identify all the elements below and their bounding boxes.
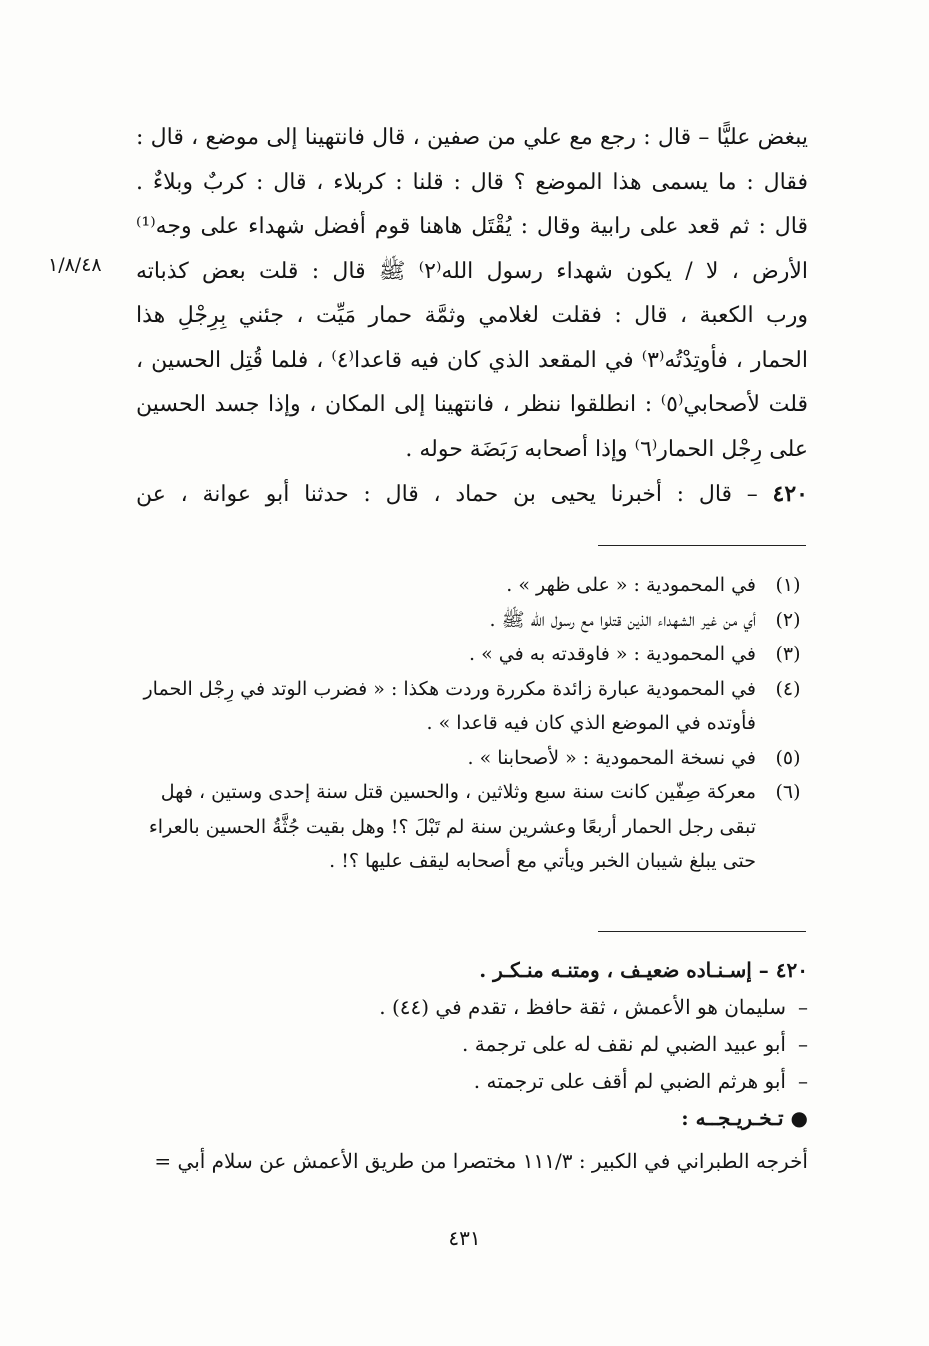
takhrij-title: – إسـنـاده ضعيـف ، ومتنـه منـكـر . — [479, 958, 769, 982]
main-line: الأرض ، لا / يكون شهداء رسول الله⁽٢⁾ ﷺ قال : قلت بعض كذباته — [136, 258, 808, 284]
takhrij-heading: تـخـريـجــه : — [681, 1106, 784, 1130]
footnote — [136, 637, 808, 672]
footnote-number: (٤) — [775, 677, 801, 700]
footnote-text: في المحمودية عبارة زائدة مكررة وردت هكذا : « فضرب الوتد في رِجْل الحمار فأوتده في الموضع الذي كان فيه قاعدا » . — [143, 677, 756, 734]
main-line: قال : ثم قعد على رابية وقال : يُقْتَل هاهنا قوم أفضل شهداء على وجه⁽¹⁾ — [136, 214, 808, 239]
takhrij-item: –سليمان هو الأعمش ، ثقة حافظ ، تقدم في (٤٤) . — [379, 995, 808, 1019]
footnote-text: في نسخة المحمودية : « لأصحابنا » . — [467, 746, 756, 769]
footnote-number: (٦) — [775, 781, 801, 803]
footnote-number: (١) — [775, 574, 801, 596]
hadith-text: – قال : أخبرنا يحيى بن حماد ، قال : حدثنا أبو عوانة ، عن — [136, 482, 758, 507]
footnotes — [136, 568, 808, 879]
footnote-separator — [598, 545, 806, 546]
takhrij-number: ٤٢٠ — [775, 958, 808, 982]
footnote-text: في المحمودية : « على ظهر » . — [506, 574, 756, 596]
main-text — [136, 116, 808, 518]
takhrij-item: –أبو هرثم الضبي لم أقف على ترجمته . — [473, 1069, 808, 1093]
takhrij-source: أخرجه الطبراني في الكبير : ١١١/٣ مختصرا من طريق الأعمش عن سلام أبي = — [154, 1149, 808, 1173]
footnote-number: (٢) — [775, 608, 801, 631]
main-line: قلت لأصحابي⁽٥⁾ : انطلقوا ننظر ، فانتهينا إلى المكان ، وإذا جسد الحسين — [136, 392, 808, 417]
takhrij-item-text: أبو هرثم الضبي لم أقف على ترجمته . — [473, 1069, 786, 1093]
takhrij-section — [136, 952, 808, 1180]
takhrij-item-text: سليمان هو الأعمش ، ثقة حافظ ، تقدم في (٤٤) . — [379, 995, 786, 1019]
takhrij-title-line — [136, 952, 808, 989]
hadith-number: ٤٢٠ — [772, 481, 808, 507]
takhrij-item: –أبو عبيد الضبي لم نقف له على ترجمة . — [462, 1032, 808, 1056]
footnote-text: أي من غير الشهداء الذين قتلوا مع رسول الله ﷺ . — [489, 608, 756, 631]
footnote-number: (٣) — [775, 643, 801, 665]
main-line: الحمار ، فأوتِدْتُه⁽٣⁾ في المقعد الذي كان فيه قاعدا⁽٤⁾ ، فلما قُتِل الحسين ، — [136, 347, 808, 373]
footnote — [136, 741, 808, 776]
bullet-icon: ● — [790, 1106, 808, 1130]
footnote — [136, 775, 808, 879]
footnote — [136, 568, 808, 603]
main-line: يبغض عليًّا – قال : رجع مع علي من صفين ، قال فانتهينا إلى موضع ، قال : — [136, 125, 808, 150]
takhrij-separator — [598, 931, 806, 932]
footnote — [136, 603, 808, 638]
main-line: ورب الكعبة ، قال : فقلت لغلامي وثمَّة حمار مَيِّت ، جئني بِرِجْلِ هذا — [136, 303, 808, 328]
main-line: على رِجْل الحمار⁽٦⁾ وإذا أصحابه رَبَضَة حوله . — [405, 436, 808, 462]
footnote-text: معركة صِفّين كانت سنة سبع وثلاثين ، والحسين قتل سنة إحدى وستين ، فهل تبقى رجل الحمار أربعًا وعشرين سنة لم تَبْلَ ؟! وهل بقيت جُثَّةُ الحسين بالعراء حتى يبلغ شيبان الخبر ويأتي مع أصحابه ليقف عليها ؟! . — [148, 781, 756, 872]
takhrij-item-text: أبو عبيد الضبي لم نقف له على ترجمة . — [462, 1032, 786, 1056]
margin-reference: ١/٨/٤٨ — [48, 254, 102, 276]
main-line: فقال : ما يسمى هذا الموضع ؟ قال : قلنا : كربلاء ، قال : كربٌ وبلاءٌ . — [136, 169, 808, 195]
takhrij-heading-line — [136, 1100, 808, 1137]
hadith-420-line — [136, 472, 808, 518]
footnote-number: (٥) — [775, 746, 801, 769]
page-number: ٤٣١ — [448, 1226, 481, 1250]
footnote-text: في المحمودية : « فاوقدته به في » . — [469, 643, 756, 665]
footnote — [136, 672, 808, 741]
